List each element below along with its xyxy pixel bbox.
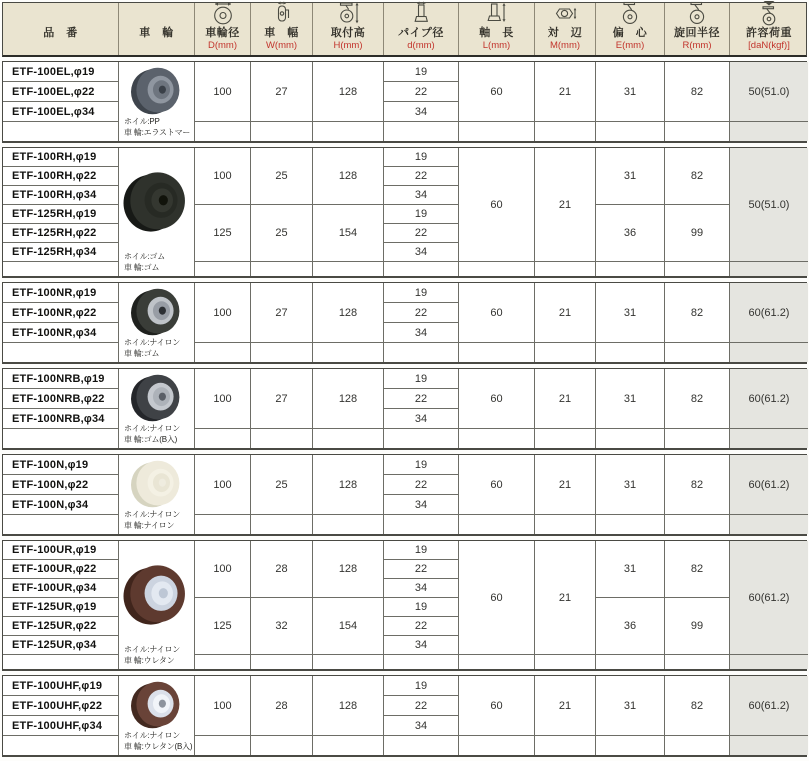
eccentricity-icon	[618, 1, 642, 26]
empty-cell	[195, 515, 251, 534]
empty-cell	[313, 736, 384, 755]
spec-cell-mount-height: 128	[313, 62, 384, 122]
spec-cell-axle-length: 60	[459, 455, 535, 515]
caption-line: ホイル:ナイロン	[124, 731, 181, 741]
column-header-d	[384, 3, 459, 55]
hex-flat-width-icon	[553, 1, 577, 26]
wheel-photo-cell	[119, 455, 195, 534]
spec-cell-wheel-width: 32	[251, 598, 313, 655]
empty-cell	[313, 122, 384, 141]
column-label: 軸 長	[479, 27, 514, 40]
empty-cell	[3, 429, 119, 448]
spec-cell-pipe-diameter: 34	[384, 495, 459, 515]
wheel-photo-wrap	[120, 286, 193, 338]
spec-cell-mount-height: 128	[313, 369, 384, 429]
spec-cell-pipe-diameter: 22	[384, 82, 459, 102]
wheel-photo	[128, 458, 186, 510]
spec-cell-axle-length: 60	[459, 283, 535, 343]
part-number-cell: ETF-125RH,φ34	[3, 243, 119, 262]
empty-cell	[730, 515, 808, 534]
part-number-cell: ETF-100RH,φ19	[3, 148, 119, 167]
spec-cell-pipe-diameter: 19	[384, 541, 459, 560]
spec-cell-wheel-diameter: 100	[195, 676, 251, 736]
wheel-material-caption	[120, 252, 193, 274]
empty-cell	[730, 343, 808, 362]
spec-cell-pipe-diameter: 22	[384, 303, 459, 323]
empty-cell	[384, 262, 459, 276]
spec-cell-wheel-diameter: 125	[195, 205, 251, 262]
empty-cell	[535, 736, 596, 755]
caption-line: 車 輪:ナイロン	[124, 520, 175, 530]
caption-line: ホイル:ナイロン	[124, 338, 181, 348]
spec-cell-pipe-diameter: 34	[384, 186, 459, 205]
table-header	[2, 2, 807, 57]
empty-cell	[535, 429, 596, 448]
load-capacity-icon	[757, 1, 781, 26]
column-header-L	[459, 3, 535, 55]
column-label: 車 輪	[139, 27, 174, 40]
part-number-cell: ETF-100N,φ34	[3, 495, 119, 515]
spec-cell-eccentricity: 36	[596, 205, 665, 262]
column-header-load	[730, 3, 808, 55]
spec-cell-pipe-diameter: 19	[384, 598, 459, 617]
empty-cell	[3, 655, 119, 669]
part-number-cell: ETF-100NRB,φ34	[3, 409, 119, 429]
column-header-D	[195, 3, 251, 55]
empty-cell	[730, 736, 808, 755]
spec-cell-swivel-radius: 82	[665, 541, 730, 598]
column-unit: H(mm)	[333, 40, 363, 52]
part-number-cell: ETF-125UR,φ34	[3, 636, 119, 655]
empty-cell	[3, 343, 119, 362]
column-header-M	[535, 3, 596, 55]
part-number-cell: ETF-100UHF,φ22	[3, 696, 119, 716]
empty-cell	[251, 122, 313, 141]
empty-cell	[251, 736, 313, 755]
column-unit	[59, 40, 62, 52]
empty-cell	[730, 122, 808, 141]
caster-spec-table	[2, 2, 807, 757]
column-header-H	[313, 3, 384, 55]
empty-cell	[596, 655, 665, 669]
column-label: 旋回半径	[674, 27, 720, 40]
spec-cell-swivel-radius: 99	[665, 205, 730, 262]
spec-cell-load-capacity: 60(61.2)	[730, 676, 808, 736]
spec-cell-wheel-diameter: 100	[195, 283, 251, 343]
empty-cell	[251, 262, 313, 276]
column-header-wheel	[119, 3, 195, 55]
spec-cell-pipe-diameter: 22	[384, 167, 459, 186]
spec-cell-pipe-diameter: 19	[384, 369, 459, 389]
part-number-cell: ETF-100UR,φ19	[3, 541, 119, 560]
spec-cell-pipe-diameter: 19	[384, 205, 459, 224]
wheel-photo-cell	[119, 676, 195, 755]
empty-cell	[459, 736, 535, 755]
part-number-cell: ETF-125RH,φ19	[3, 205, 119, 224]
wheel-photo-wrap	[120, 65, 193, 117]
spec-cell-mount-height: 128	[313, 455, 384, 515]
spec-cell-pipe-diameter: 22	[384, 560, 459, 579]
spec-cell-mount-height: 128	[313, 541, 384, 598]
caption-line: 車 輪:ゴム(B入)	[124, 434, 178, 444]
empty-cell	[459, 515, 535, 534]
empty-cell	[459, 655, 535, 669]
empty-cell	[535, 343, 596, 362]
spec-cell-mount-height: 128	[313, 676, 384, 736]
wheel-photo-cell	[119, 541, 195, 669]
part-number-cell: ETF-100UHF,φ34	[3, 716, 119, 736]
spec-cell-hex-width: 21	[535, 541, 596, 655]
part-number-cell: ETF-100NRB,φ19	[3, 369, 119, 389]
spec-cell-pipe-diameter: 22	[384, 696, 459, 716]
empty-cell	[384, 429, 459, 448]
pipe-diameter-icon	[409, 1, 433, 26]
caption-line: ホイル:ゴム	[124, 252, 166, 262]
wheel-photo-wrap	[120, 372, 193, 424]
wheel-width-icon	[270, 1, 294, 26]
wheel-diameter-icon	[211, 1, 235, 26]
spec-cell-eccentricity: 36	[596, 598, 665, 655]
empty-cell	[251, 655, 313, 669]
empty-cell	[535, 262, 596, 276]
caption-line: ホイル:ナイロン	[124, 510, 181, 520]
spec-cell-pipe-diameter: 34	[384, 323, 459, 343]
spec-cell-pipe-diameter: 22	[384, 389, 459, 409]
column-label: 車輪径	[205, 27, 240, 40]
wheel-photo	[128, 65, 186, 117]
spec-cell-wheel-width: 27	[251, 62, 313, 122]
product-group	[2, 147, 807, 278]
spec-cell-mount-height: 128	[313, 148, 384, 205]
empty-cell	[195, 655, 251, 669]
empty-cell	[665, 262, 730, 276]
spec-cell-load-capacity: 60(61.2)	[730, 455, 808, 515]
spec-cell-eccentricity: 31	[596, 541, 665, 598]
empty-cell	[665, 655, 730, 669]
empty-cell	[3, 515, 119, 534]
table-body	[2, 61, 807, 757]
column-unit	[155, 40, 158, 52]
wheel-photo	[128, 679, 186, 731]
empty-cell	[459, 262, 535, 276]
spec-cell-mount-height: 154	[313, 205, 384, 262]
empty-cell	[665, 515, 730, 534]
empty-cell	[313, 515, 384, 534]
spec-cell-swivel-radius: 82	[665, 369, 730, 429]
wheel-photo	[128, 286, 186, 338]
spec-cell-pipe-diameter: 19	[384, 283, 459, 303]
spec-cell-load-capacity: 50(51.0)	[730, 148, 808, 262]
caption-line: 車 輪:ウレタン	[124, 655, 175, 665]
spec-cell-mount-height: 128	[313, 283, 384, 343]
product-group	[2, 675, 807, 757]
part-number-cell: ETF-100UR,φ34	[3, 579, 119, 598]
spec-cell-axle-length: 60	[459, 369, 535, 429]
caption-line: 車 輪:ゴム	[124, 262, 160, 272]
spec-cell-eccentricity: 31	[596, 455, 665, 515]
spec-cell-hex-width: 21	[535, 455, 596, 515]
spec-cell-wheel-diameter: 100	[195, 455, 251, 515]
empty-cell	[596, 343, 665, 362]
part-number-cell: ETF-125UR,φ22	[3, 617, 119, 636]
column-label: 対 辺	[547, 27, 583, 40]
part-number-cell: ETF-100NR,φ19	[3, 283, 119, 303]
part-number-cell: ETF-125UR,φ19	[3, 598, 119, 617]
empty-cell	[313, 262, 384, 276]
spec-cell-swivel-radius: 82	[665, 676, 730, 736]
spec-cell-pipe-diameter: 34	[384, 102, 459, 122]
part-number-cell: ETF-100RH,φ22	[3, 167, 119, 186]
wheel-photo	[120, 169, 193, 235]
spec-cell-hex-width: 21	[535, 283, 596, 343]
part-number-cell: ETF-100EL,φ34	[3, 102, 119, 122]
part-number-cell: ETF-100NRB,φ22	[3, 389, 119, 409]
wheel-photo-wrap	[120, 679, 193, 731]
wheel-material-caption	[120, 117, 193, 139]
column-label: 許容荷重	[746, 27, 792, 40]
empty-cell	[251, 429, 313, 448]
empty-cell	[313, 655, 384, 669]
wheel-photo-cell	[119, 62, 195, 141]
part-number-cell: ETF-100EL,φ19	[3, 62, 119, 82]
spec-cell-pipe-diameter: 19	[384, 148, 459, 167]
spec-cell-wheel-width: 28	[251, 676, 313, 736]
empty-cell	[384, 655, 459, 669]
part-number-cell: ETF-100NR,φ34	[3, 323, 119, 343]
empty-cell	[384, 515, 459, 534]
empty-cell	[3, 122, 119, 141]
spec-cell-pipe-diameter: 19	[384, 455, 459, 475]
empty-cell	[665, 343, 730, 362]
empty-cell	[313, 429, 384, 448]
spec-cell-eccentricity: 31	[596, 148, 665, 205]
empty-cell	[730, 262, 808, 276]
wheel-photo-wrap	[120, 458, 193, 510]
spec-cell-pipe-diameter: 22	[384, 475, 459, 495]
spec-cell-pipe-diameter: 22	[384, 617, 459, 636]
empty-cell	[665, 736, 730, 755]
product-group	[2, 454, 807, 536]
empty-cell	[459, 429, 535, 448]
empty-cell	[384, 736, 459, 755]
spec-cell-swivel-radius: 82	[665, 283, 730, 343]
spec-cell-pipe-diameter: 19	[384, 676, 459, 696]
wheel-material-caption	[120, 424, 193, 446]
empty-cell	[596, 262, 665, 276]
empty-cell	[195, 429, 251, 448]
empty-cell	[730, 655, 808, 669]
wheel-photo	[128, 372, 186, 424]
spec-cell-mount-height: 154	[313, 598, 384, 655]
part-number-cell: ETF-100N,φ19	[3, 455, 119, 475]
spec-cell-wheel-width: 25	[251, 205, 313, 262]
wheel-photo-cell	[119, 148, 195, 276]
column-unit: W(mm)	[265, 40, 298, 52]
spec-cell-hex-width: 21	[535, 148, 596, 262]
wheel-photo-wrap	[120, 544, 193, 645]
empty-cell	[665, 122, 730, 141]
column-label: 車 幅	[264, 27, 299, 40]
spec-cell-axle-length: 60	[459, 541, 535, 655]
column-label: パイプ径	[398, 27, 444, 40]
spec-cell-pipe-diameter: 22	[384, 224, 459, 243]
spec-cell-hex-width: 21	[535, 62, 596, 122]
spec-cell-hex-width: 21	[535, 369, 596, 429]
empty-cell	[459, 122, 535, 141]
spec-cell-wheel-diameter: 100	[195, 148, 251, 205]
spec-cell-wheel-diameter: 100	[195, 369, 251, 429]
column-unit: M(mm)	[549, 40, 581, 52]
caption-line: 車 輪:エラストマー	[124, 127, 191, 137]
axle-length-icon	[485, 1, 509, 26]
empty-cell	[384, 343, 459, 362]
column-unit: L(mm)	[482, 40, 511, 52]
empty-cell	[459, 343, 535, 362]
column-unit: R(mm)	[682, 40, 712, 52]
spec-cell-load-capacity: 60(61.2)	[730, 541, 808, 655]
wheel-photo	[120, 562, 193, 628]
empty-cell	[195, 736, 251, 755]
empty-cell	[535, 655, 596, 669]
empty-cell	[251, 515, 313, 534]
part-number-cell: ETF-100NR,φ22	[3, 303, 119, 323]
spec-cell-swivel-radius: 99	[665, 598, 730, 655]
empty-cell	[3, 262, 119, 276]
spec-cell-eccentricity: 31	[596, 369, 665, 429]
spec-cell-pipe-diameter: 34	[384, 243, 459, 262]
spec-cell-eccentricity: 31	[596, 283, 665, 343]
part-number-cell: ETF-125RH,φ22	[3, 224, 119, 243]
empty-cell	[195, 262, 251, 276]
part-number-cell: ETF-100UHF,φ19	[3, 676, 119, 696]
product-group	[2, 540, 807, 671]
empty-cell	[665, 429, 730, 448]
empty-cell	[195, 122, 251, 141]
column-header-W	[251, 3, 313, 55]
spec-cell-axle-length: 60	[459, 676, 535, 736]
spec-cell-pipe-diameter: 34	[384, 409, 459, 429]
empty-cell	[596, 515, 665, 534]
empty-cell	[596, 122, 665, 141]
empty-cell	[3, 736, 119, 755]
spec-cell-pipe-diameter: 34	[384, 716, 459, 736]
column-label: 取付高	[330, 27, 366, 40]
part-number-cell: ETF-100UR,φ22	[3, 560, 119, 579]
column-unit: E(mm)	[615, 40, 645, 52]
spec-cell-pipe-diameter: 34	[384, 579, 459, 598]
caption-line: 車 輪:ゴム	[124, 348, 160, 358]
swivel-radius-icon	[685, 1, 709, 26]
spec-cell-load-capacity: 50(51.0)	[730, 62, 808, 122]
empty-cell	[596, 429, 665, 448]
spec-cell-wheel-diameter: 100	[195, 541, 251, 598]
caption-line: ホイル:ナイロン	[124, 424, 181, 434]
empty-cell	[596, 736, 665, 755]
empty-cell	[730, 429, 808, 448]
spec-cell-axle-length: 60	[459, 148, 535, 262]
wheel-material-caption	[120, 510, 193, 532]
spec-cell-pipe-diameter: 34	[384, 636, 459, 655]
caption-line: ホイル:ナイロン	[124, 645, 181, 655]
part-number-cell: ETF-100RH,φ34	[3, 186, 119, 205]
spec-cell-wheel-diameter: 100	[195, 62, 251, 122]
spec-cell-wheel-width: 28	[251, 541, 313, 598]
spec-cell-load-capacity: 60(61.2)	[730, 369, 808, 429]
empty-cell	[313, 343, 384, 362]
spec-cell-eccentricity: 31	[596, 676, 665, 736]
spec-cell-eccentricity: 31	[596, 62, 665, 122]
part-number-cell: ETF-100N,φ22	[3, 475, 119, 495]
column-unit: D(mm)	[207, 40, 237, 52]
mount-height-icon	[336, 1, 360, 26]
empty-cell	[251, 343, 313, 362]
spec-cell-wheel-width: 25	[251, 148, 313, 205]
spec-cell-load-capacity: 60(61.2)	[730, 283, 808, 343]
spec-cell-wheel-diameter: 125	[195, 598, 251, 655]
wheel-photo-cell	[119, 369, 195, 448]
wheel-photo-wrap	[120, 151, 193, 252]
spec-cell-wheel-width: 25	[251, 455, 313, 515]
empty-cell	[535, 122, 596, 141]
product-group	[2, 368, 807, 450]
wheel-material-caption	[120, 645, 193, 667]
product-group	[2, 61, 807, 143]
spec-cell-swivel-radius: 82	[665, 148, 730, 205]
spec-cell-hex-width: 21	[535, 676, 596, 736]
spec-cell-wheel-width: 27	[251, 369, 313, 429]
spec-cell-wheel-width: 27	[251, 283, 313, 343]
wheel-material-caption	[120, 338, 193, 360]
product-group	[2, 282, 807, 364]
wheel-material-caption	[120, 731, 193, 753]
wheel-photo-cell	[119, 283, 195, 362]
part-number-cell: ETF-100EL,φ22	[3, 82, 119, 102]
column-header-E	[596, 3, 665, 55]
spec-cell-swivel-radius: 82	[665, 455, 730, 515]
column-label: 偏 心	[612, 27, 648, 40]
empty-cell	[384, 122, 459, 141]
spec-cell-axle-length: 60	[459, 62, 535, 122]
column-header-part	[3, 3, 119, 55]
column-unit: [daN(kgf)]	[748, 40, 790, 52]
caption-line: ホイル:PP	[124, 117, 160, 127]
empty-cell	[535, 515, 596, 534]
caption-line: 車 輪:ウレタン(B入)	[124, 741, 193, 751]
spec-cell-pipe-diameter: 19	[384, 62, 459, 82]
empty-cell	[195, 343, 251, 362]
column-unit: d(mm)	[407, 40, 435, 52]
column-header-R	[665, 3, 730, 55]
column-label: 品 番	[43, 27, 78, 40]
spec-cell-swivel-radius: 82	[665, 62, 730, 122]
